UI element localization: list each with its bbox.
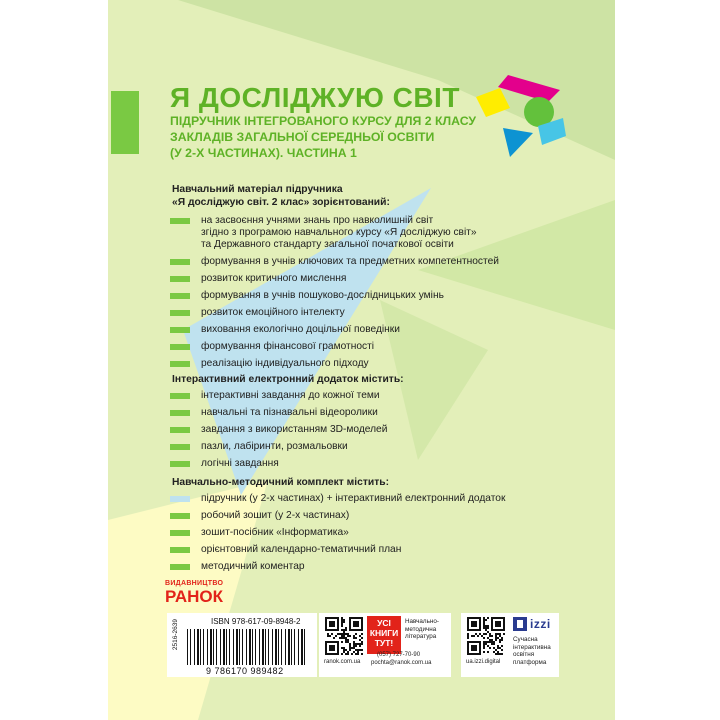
qr-code-icon[interactable] bbox=[325, 617, 363, 655]
list-item-text: розвиток критичного мислення bbox=[201, 273, 347, 284]
list-item-text: робочий зошит (у 2-х частинах) bbox=[201, 510, 350, 521]
izzi-url[interactable]: ua.izzi.digital bbox=[466, 659, 501, 665]
list-item bbox=[170, 510, 505, 522]
desc-line: інтерактивна bbox=[513, 643, 551, 651]
izzi-logo-icon bbox=[513, 617, 557, 633]
bullet-marker bbox=[170, 293, 190, 299]
list-item bbox=[170, 324, 499, 336]
bullet-marker bbox=[170, 218, 190, 224]
list-item-text: методичний коментар bbox=[201, 561, 305, 572]
email-address[interactable]: pochta@ranok.com.ua bbox=[371, 660, 432, 666]
phone-number: (057) 727-70-90 bbox=[377, 652, 421, 658]
bullet-marker bbox=[170, 327, 190, 333]
list-item bbox=[170, 544, 505, 556]
label-line: Навчально- bbox=[405, 618, 439, 625]
publisher-logo bbox=[165, 580, 223, 605]
label-line: література bbox=[405, 633, 437, 640]
list-item bbox=[170, 458, 387, 470]
desc-line: освітня bbox=[513, 651, 535, 658]
bullet-marker bbox=[170, 513, 190, 519]
izzi-mark bbox=[513, 617, 527, 631]
books-badge bbox=[367, 616, 401, 654]
list-item bbox=[170, 407, 387, 419]
text-line: на засвоєння учнями знань про навколишній світ bbox=[201, 215, 434, 226]
badge-line: УСІ bbox=[377, 618, 391, 628]
label-line: методична bbox=[405, 625, 437, 633]
publisher-caption: ВИДАВНИЦТВО bbox=[165, 580, 224, 587]
barcode-digits: 9 786170 989482 bbox=[206, 666, 284, 676]
list-item bbox=[170, 493, 505, 505]
list-item bbox=[170, 273, 499, 285]
bullet-marker bbox=[170, 276, 190, 282]
list-item-text: зошит-посібник «Інформатика» bbox=[201, 527, 349, 538]
bullet-marker bbox=[170, 259, 190, 265]
subtitle-line: (У 2-Х ЧАСТИНАХ). ЧАСТИНА 1 bbox=[170, 146, 357, 160]
deco-blue-triangle bbox=[503, 128, 533, 157]
text-line: згідно з програмою навчального курсу «Я досліджую світ» bbox=[201, 227, 477, 238]
book-subtitle bbox=[170, 113, 476, 161]
list-item-text: орієнтовний календарно-тематичний план bbox=[201, 544, 402, 555]
list-item-text: формування в учнів ключових та предметних компетентностей bbox=[201, 256, 499, 267]
list-item-text: формування фінансової грамотності bbox=[201, 341, 375, 352]
subtitle-line: ПІДРУЧНИК ІНТЕГРОВАНОГО КУРСУ ДЛЯ 2 КЛАСУ bbox=[170, 114, 477, 128]
desc-line: платформа bbox=[513, 658, 547, 666]
list-item-text: реалізацію індивідуального підходу bbox=[201, 358, 369, 369]
desc-line: Сучасна bbox=[513, 636, 538, 643]
qr-code-icon[interactable] bbox=[467, 617, 505, 655]
list-item-text: інтерактивні завдання до кожної теми bbox=[201, 390, 380, 401]
barcode-icon bbox=[187, 629, 307, 665]
badge-line: ТУТ! bbox=[374, 638, 394, 648]
list-item bbox=[170, 390, 387, 402]
book-back-cover bbox=[108, 0, 615, 720]
bullet-marker bbox=[170, 310, 190, 316]
list-item bbox=[170, 441, 387, 453]
bullet-marker bbox=[170, 444, 190, 450]
section2-list bbox=[170, 390, 387, 470]
publisher-name: РАНОК bbox=[165, 587, 223, 606]
list-item bbox=[170, 215, 499, 251]
list-item-text bbox=[201, 215, 477, 251]
list-item-text: логічні завдання bbox=[201, 458, 279, 469]
list-item bbox=[170, 527, 505, 539]
section3-heading: Навчально-методичний комплект містить: bbox=[172, 477, 390, 488]
list-item bbox=[170, 256, 499, 268]
bullet-marker bbox=[170, 564, 190, 570]
list-item bbox=[170, 307, 499, 319]
heading-line: Навчальний матеріал підручника bbox=[172, 184, 343, 195]
bullet-marker bbox=[170, 547, 190, 553]
bullet-marker bbox=[170, 361, 190, 367]
section3-list bbox=[170, 493, 505, 573]
bullet-marker bbox=[170, 496, 190, 502]
section2-heading: Інтерактивний електронний додаток містить: bbox=[172, 374, 404, 385]
list-item bbox=[170, 341, 499, 353]
list-item-text: підручник (у 2-х частинах) + інтерактивний електронний додаток bbox=[201, 493, 506, 504]
list-item bbox=[170, 424, 387, 436]
bullet-marker bbox=[170, 530, 190, 536]
list-item bbox=[170, 561, 505, 573]
metod-literature-label bbox=[405, 618, 449, 641]
section1-list bbox=[170, 215, 499, 370]
bullet-marker bbox=[170, 393, 190, 399]
list-item-text: пазли, лабіринти, розмальовки bbox=[201, 441, 348, 452]
izzi-description bbox=[513, 636, 559, 666]
website-link[interactable]: ranok.com.ua bbox=[324, 659, 361, 665]
isbn-text: ISBN 978-617-09-8948-2 bbox=[211, 617, 301, 626]
list-item-text: навчальні та пізнавальні відеоролики bbox=[201, 407, 378, 418]
izzi-panel bbox=[461, 613, 559, 677]
list-item bbox=[170, 358, 499, 370]
book-title: Я ДОСЛІДЖУЮ СВІТ bbox=[170, 82, 460, 113]
list-item-text: виховання екологічно доцільної поведінки bbox=[201, 324, 400, 335]
barcode-panel bbox=[167, 613, 317, 677]
subtitle-line: ЗАКЛАДІВ ЗАГАЛЬНОЇ СЕРЕДНЬОЇ ОСВІТИ bbox=[170, 130, 435, 144]
list-item-text: формування в учнів пошуково-дослідницьких умінь bbox=[201, 290, 444, 301]
vertical-code: 2516-2639 bbox=[172, 619, 179, 651]
badge-line: КНИГИ bbox=[369, 628, 399, 638]
izzi-wordmark: izzi bbox=[530, 617, 551, 631]
bullet-marker bbox=[170, 461, 190, 467]
bullet-marker bbox=[170, 344, 190, 350]
heading-line: «Я досліджую світ. 2 клас» зорієнтований: bbox=[172, 197, 390, 208]
bullet-marker bbox=[170, 410, 190, 416]
bullet-marker bbox=[170, 427, 190, 433]
list-item-text: завдання з використанням 3D-моделей bbox=[201, 424, 388, 435]
text-line: та Державного стандарту загальної початкової освіти bbox=[201, 239, 454, 250]
list-item bbox=[170, 290, 499, 302]
contact-panel bbox=[319, 613, 451, 677]
section1-heading bbox=[172, 183, 390, 209]
list-item-text: розвиток емоційного інтелекту bbox=[201, 307, 345, 318]
accent-bar bbox=[111, 91, 139, 154]
